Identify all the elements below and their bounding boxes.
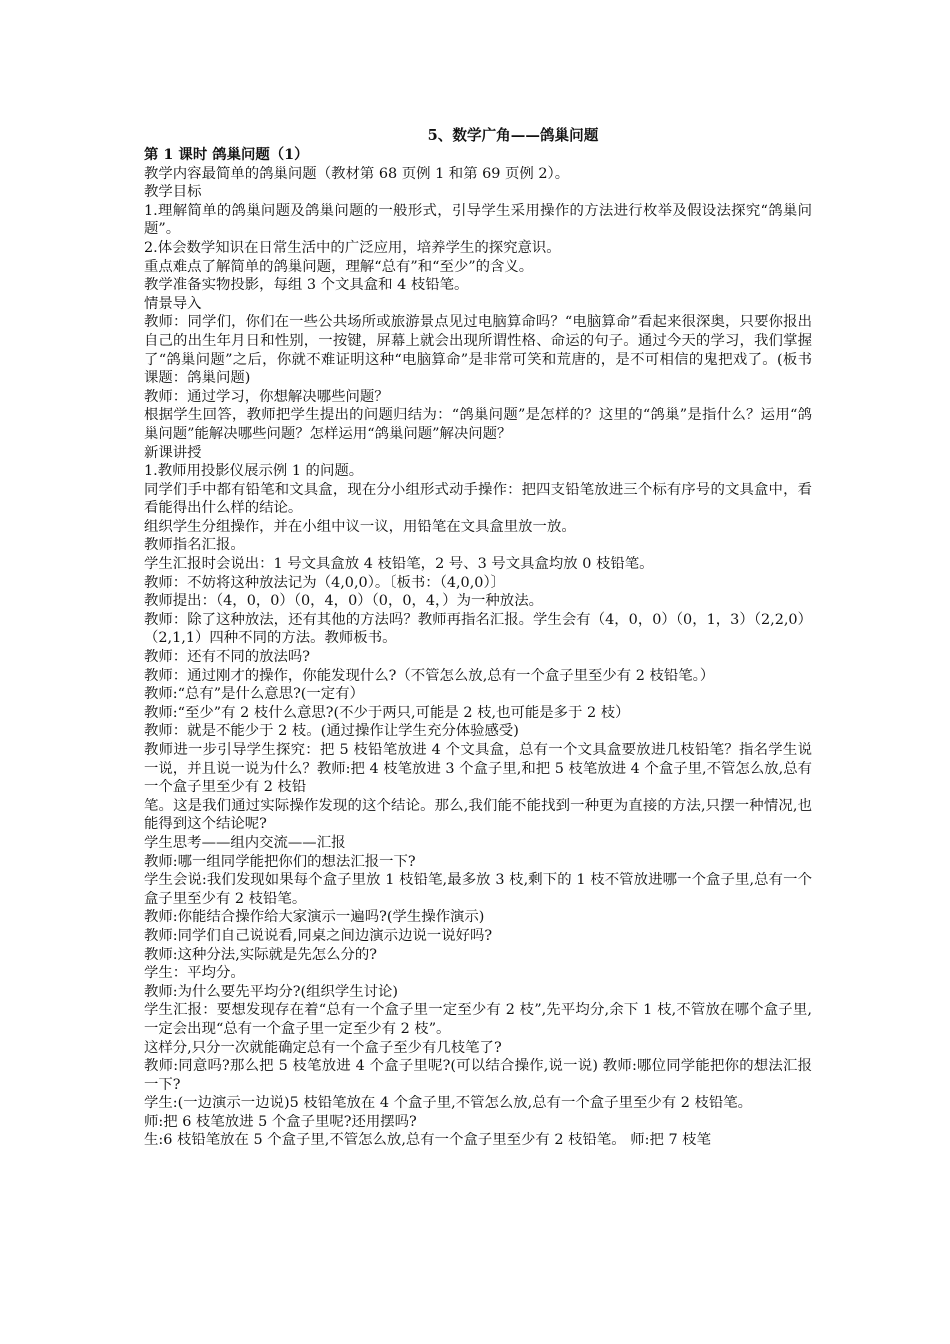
- paragraph: 教学内容最简单的鸽巢问题（教材第 68 页例 1 和第 69 页例 2）。: [144, 165, 570, 182]
- paragraph: 生:6 枝铅笔放在 5 个盒子里,不管怎么放,总有一个盒子里至少有 2 枝铅笔。 师:把 7 枝笔: [144, 1132, 711, 1149]
- paragraph: 师:把 6 枝笔放进 5 个盒子里呢?还用摆吗?: [144, 1113, 417, 1130]
- paragraph: 2.体会数学知识在日常生活中的广泛应用，培养学生的探究意识。: [144, 239, 561, 256]
- paragraph: 学生汇报时会说出：1 号文具盒放 4 枝铅笔，2 号、3 号文具盒均放 0 枝铅笔。: [144, 556, 654, 573]
- paragraph: 教师：同学们，你们在一些公共场所或旅游景点见过电脑算命吗？“电脑算命”看起来很深奥，只要你报出自己的出生年月日和性别，一按键，屏幕上就会出现所谓性格、命运的句子。通过今天的学习，我们掌握了“鸽巢问题”之后，你就不难证明这种“电脑算命”是非常可笑和荒唐的，是不可相信的鬼把戏了。(板书课题：鸽巢问题): [144, 314, 812, 387]
- paragraph: 学生：平均分。: [144, 965, 245, 982]
- paragraph: 教师:你能结合操作给大家演示一遍吗?(学生操作演示): [144, 909, 485, 926]
- paragraph: 教师:“至少”有 2 枝什么意思?(不少于两只,可能是 2 枝,也可能是多于 2 枝）: [144, 704, 630, 721]
- paragraph: 笔。这是我们通过实际操作发现的这个结论。那么,我们能不能找到一种更为直接的方法,只摆一种情况,也能得到这个结论呢?: [144, 797, 812, 833]
- paragraph: 根据学生回答，教师把学生提出的问题归结为：“鸽巢问题”是怎样的？这里的“鸽巢”是指什么？运用“鸽巢问题”能解决哪些问题？怎样运用“鸽巢问题”解决问题？: [144, 407, 812, 442]
- paragraph: 教师指名汇报。: [144, 537, 245, 554]
- paragraph: 重点难点了解简单的鸽巢问题，理解“总有”和“至少”的含义。: [144, 258, 534, 275]
- paragraph: 学生思考——组内交流——汇报: [144, 834, 346, 851]
- paragraph: 情景导入: [144, 295, 202, 312]
- paragraph: 同学们手中都有铅笔和文具盒，现在分小组形式动手操作：把四支铅笔放进三个标有序号的文具盒中，看看能得出什么样的结论。: [144, 481, 812, 517]
- lesson-heading: 第 1 课时 鸽巢问题（1）: [144, 146, 309, 163]
- paragraph: 教师:哪一组同学能把你们的想法汇报一下?: [144, 853, 416, 870]
- paragraph: 教师：不妨将这种放法记为（4,0,0）。〔板书：（4,0,0）〕: [144, 574, 506, 591]
- paragraph: 学生:(一边演示一边说)5 枝铅笔放在 4 个盒子里,不管怎么放,总有一个盒子里至少有 2 枝铅笔。: [144, 1095, 753, 1112]
- paragraph: 教学目标: [144, 184, 202, 201]
- paragraph: 1.教师用投影仪展示例 1 的问题。: [144, 463, 364, 480]
- paragraph: 教师:为什么要先平均分?(组织学生讨论): [144, 983, 399, 1000]
- paragraph: 1.理解简单的鸽巢问题及鸽巢问题的一般形式，引导学生采用操作的方法进行枚举及假设法探究“鸽巢问题”。: [144, 202, 812, 238]
- paragraph: 学生汇报：要想发现存在着“总有一个盒子里一定至少有 2 枝”,先平均分,余下 1 枝,不管放在哪个盒子里,一定会出现“总有一个盒子里一定至少有 2 枝”。: [144, 1002, 812, 1037]
- paragraph: 教师提出：（4，0，0）（0，4，0）（0，0，4，）为一种放法。: [144, 593, 543, 610]
- paragraph: 这样分,只分一次就能确定总有一个盒子至少有几枝笔了?: [144, 1039, 502, 1056]
- paragraph: 教师:“总有”是什么意思?(一定有）: [144, 686, 364, 703]
- paragraph: 新课讲授: [144, 444, 202, 461]
- paragraph: 教师：除了这种放法，还有其他的方法吗？教师再指名汇报。学生会有（4，0，0）（0，1，3）（2,2,0）（2,1,1）四种不同的方法。教师板书。: [144, 611, 812, 647]
- paragraph: 教师:同学们自己说说看,同桌之间边演示边说一说好吗?: [144, 927, 493, 944]
- paragraph: 学生会说:我们发现如果每个盒子里放 1 枝铅笔,最多放 3 枝,剩下的 1 枝不管放进哪一个盒子里,总有一个盒子里至少有 2 枝铅笔。: [144, 872, 812, 907]
- document-body: [144, 165, 812, 1150]
- paragraph: 教师:这种分法,实际就是先怎么分的?: [144, 946, 377, 963]
- paragraph: 教学准备实物投影，每组 3 个文具盒和 4 枝铅笔。: [144, 277, 469, 294]
- paragraph: 教师：还有不同的放法吗?: [144, 649, 311, 666]
- paragraph: 教师：就是不能少于 2 枝。(通过操作让学生充分体验感受): [144, 723, 519, 740]
- document-title: 5、数学广角——鸽巢问题: [427, 127, 599, 144]
- paragraph: 组织学生分组操作，并在小组中议一议，用铅笔在文具盒里放一放。: [144, 518, 576, 535]
- paragraph: 教师进一步引导学生探究：把 5 枝铅笔放进 4 个文具盒，总有一个文具盒要放进几枝铅笔？指名学生说一说，并且说一说为什么？教师:把 4 枝笔放进 3 个盒子里,和把 5 枝笔放进 4 个盒子里,不管怎么放,总有一个盒子里至少有 2 枝铅: [144, 742, 812, 796]
- paragraph: 教师：通过学习，你想解决哪些问题？: [144, 388, 389, 405]
- paragraph: 教师:同意吗?那么把 5 枝笔放进 4 个盒子里呢?(可以结合操作,说一说) 教师:哪位同学能把你的想法汇报一下?: [144, 1058, 812, 1093]
- paragraph: 教师：通过刚才的操作，你能发现什么?（不管怎么放,总有一个盒子里至少有 2 枝铅笔。）: [144, 667, 715, 684]
- document-page: [144, 126, 812, 1150]
